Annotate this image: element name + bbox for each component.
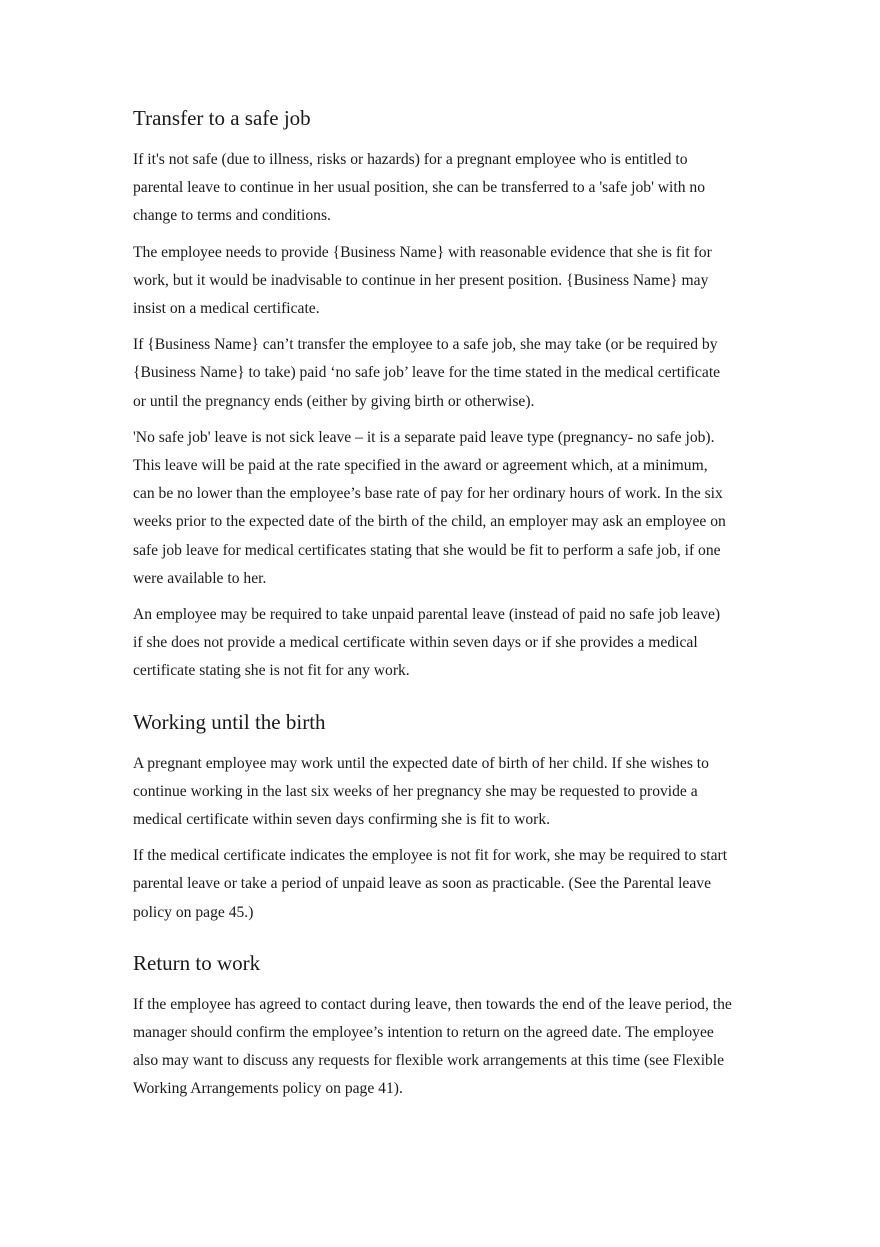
paragraph: If {Business Name} can’t transfer the employee to a safe job, she may take (or be required by {Business Name} to take) paid ‘no safe job’ leave for the time stated in the medical certificate or until the pregnancy ends (either by giving birth or otherwise). <box>133 336 721 410</box>
paragraph: An employee may be required to take unpaid parental leave (instead of paid no safe job leave) if she does not provide a medical certificate within seven days or if she provides a medical certificate stating she is not fit for any work. <box>133 606 721 680</box>
section-heading: Working until the birth <box>133 709 326 734</box>
paragraph: A pregnant employee may work until the expected date of birth of her child. If she wishes to continue working in the last six weeks of her pregnancy she may be requested to provide a medical certificate within seven days confirming she is fit to work. <box>133 754 709 829</box>
section-working-until-birth <box>133 706 733 927</box>
paragraph: If it's not safe (due to illness, risks or hazards) for a pregnant employee who is entitled to parental leave to continue in her usual position, she can be transferred to a 'safe job' with no change to terms and conditions. <box>133 151 706 225</box>
paragraph: If the employee has agreed to contact during leave, then towards the end of the leave period, the manager should confirm the employee’s intention to return on the agreed date. The employee also may want to discuss any requests for flexible work arrangements at this time (see Flexible Working Arrangements policy on page 41). <box>133 995 732 1098</box>
paragraph: The employee needs to provide {Business Name} with reasonable evidence that she is fit for work, but it would be inadvisable to continue in her present position. {Business Name} may insist on a medical certificate. <box>133 243 712 318</box>
section-heading: Return to work <box>133 950 261 975</box>
paragraph: If the medical certificate indicates the employee is not fit for work, she may be required to start parental leave or take a period of unpaid leave as soon as practicable. (See the Parental leave policy on page 45.) <box>133 847 728 921</box>
section-return-to-work <box>133 947 733 1104</box>
section-heading: Transfer to a safe job <box>133 106 311 130</box>
paragraph: 'No safe job' leave is not sick leave – it is a separate paid leave type (pregnancy- no safe job). This leave will be paid at the rate specified in the award or agreement which, at a minimum, can be no lower than the employee’s base rate of pay for her ordinary hours of work. In the six weeks prior to the expected date of the birth of the child, an employer may ask an employee on safe job leave for medical certificates stating that she would be fit to perform a safe job, if one were available to her. <box>133 428 726 587</box>
document-page <box>133 102 733 1124</box>
section-transfer-safe-job <box>133 102 733 686</box>
